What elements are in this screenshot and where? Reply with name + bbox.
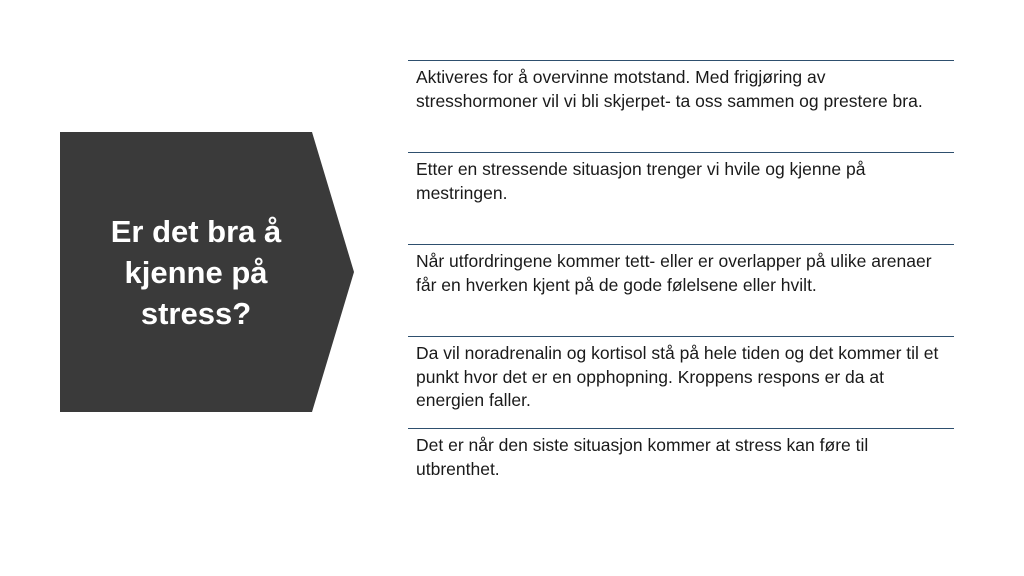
list-item-text: Etter en stressende situasjon trenger vi hvile og kjenne på mestringen. [416, 159, 866, 203]
slide-title-container [60, 132, 332, 412]
list-item [408, 244, 954, 336]
list-item-text: Da vil noradrenalin og kortisol stå på hele tiden og det kommer til et punkt hvor det er en opphopning. Kroppens respons er da at energien faller. [416, 343, 939, 410]
list-item-text: Det er når den siste situasjon kommer at stress kan føre til utbrenthet. [416, 435, 869, 479]
statement-list [408, 60, 954, 520]
list-item-text: Aktiveres for å overvinne motstand. Med frigjøring av stresshormoner vil vi bli skjerpet- ta oss sammen og prestere bra. [416, 67, 923, 111]
list-item [408, 152, 954, 244]
slide-title: Er det bra å kjenne på stress? [110, 213, 282, 331]
list-item-text: Når utfordringene kommer tett- eller er overlapper på ulike arenaer får en hverken kjent på de gode følelsene eller hvilt. [416, 251, 932, 295]
list-item [408, 428, 954, 520]
list-item [408, 336, 954, 428]
list-item [408, 60, 954, 152]
